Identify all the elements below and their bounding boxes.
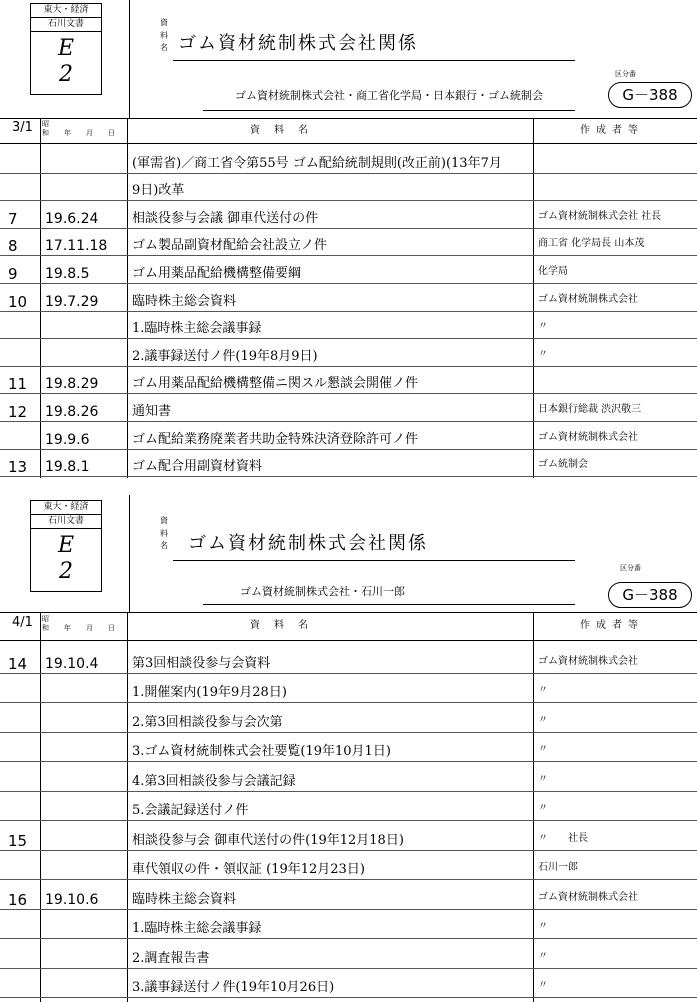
col-date-header: 和 年 月 日 <box>42 129 119 137</box>
archive-stamp <box>30 500 102 592</box>
entry-author: 〃 <box>538 980 548 991</box>
list-item <box>0 761 697 791</box>
entry-material: 車代領収の件・領収証 (19年12月23日) <box>132 862 365 877</box>
entry-author: ゴム資材統制株式会社 <box>538 655 638 667</box>
list-item <box>0 673 697 703</box>
entry-date: 19.8.1 <box>45 459 90 476</box>
entry-number: 8 <box>8 237 18 256</box>
classification-code: G－388 <box>608 582 692 608</box>
entry-material: 臨時株主総会資料 <box>132 293 237 309</box>
classification-code: G－388 <box>608 82 692 108</box>
shiryo-label-2: 料 <box>160 31 168 40</box>
document-subtitle: ゴム資材統制株式会社・石川一郎 <box>240 585 405 598</box>
page-number: 3/1 <box>12 120 33 135</box>
entry-material: 相談役参与会 御車代送付の件(19年12月18日) <box>132 832 404 848</box>
entry-number: 7 <box>8 209 18 228</box>
entry-material: ゴム製品副資材配給会社設立ノ件 <box>132 238 328 254</box>
entry-author: 〃 <box>538 348 548 360</box>
col-date-header: 和 年 月 日 <box>42 624 119 632</box>
list-item <box>0 732 697 762</box>
entry-author: ゴム資材統制株式会社 社長 <box>538 210 662 222</box>
stamp-line-1: 東大・経済 <box>31 4 101 18</box>
entry-number: 9 <box>8 264 18 283</box>
entry-author: 〃 社長 <box>538 832 588 844</box>
shiryo-label-1: 資 <box>160 516 168 525</box>
entry-number: 14 <box>8 654 28 673</box>
entry-date: 19.6.24 <box>45 210 99 227</box>
stamp-mark-top: E <box>57 36 75 61</box>
list-item <box>0 820 697 850</box>
col-sho: 昭 <box>42 615 49 623</box>
list-item <box>0 968 697 998</box>
entry-date: 19.8.5 <box>45 265 90 282</box>
entry-material: 1.臨時株主総会議事録 <box>132 921 262 936</box>
entry-material: 3.議事録送付ノ件(19年10月26日) <box>132 980 335 995</box>
entry-date: 19.8.26 <box>45 403 99 420</box>
list-item <box>0 850 697 880</box>
list-item <box>0 938 697 968</box>
entry-author: ゴム統制会 <box>538 459 588 471</box>
entry-author: 〃 <box>538 950 548 962</box>
entry-material: 2.調査報告書 <box>132 950 210 966</box>
list-item <box>0 393 697 421</box>
list-item <box>0 283 697 311</box>
entry-author: ゴム資材統制株式会社 <box>538 891 638 903</box>
stamp-mark-bottom: 2 <box>59 62 73 87</box>
page-number: 4/1 <box>12 615 33 630</box>
entry-author: 〃 <box>538 744 548 755</box>
entry-material: 2.第3回相談役参与会次第 <box>132 714 283 730</box>
stamp-line-2: 石川文書 <box>31 18 101 32</box>
list-item <box>0 228 697 256</box>
entry-author: 〃 <box>538 714 548 726</box>
col-sho: 昭 <box>42 120 49 128</box>
entry-material: 1.開催案内(19年9月28日) <box>132 685 287 700</box>
document-subtitle: ゴム資材統制株式会社・商工省化学局・日本銀行・ゴム統制会 <box>235 89 543 102</box>
list-item <box>0 791 697 821</box>
entry-number: 11 <box>8 375 28 394</box>
list-item <box>0 200 697 228</box>
entry-material: 2.議事録送付ノ件(19年8月9日) <box>132 348 318 364</box>
entry-material: 相談役参与会議 御車代送付の件 <box>132 210 319 226</box>
document-title: ゴム資材統制株式会社関係 <box>188 533 428 554</box>
entry-material: 1.臨時株主総会議事録 <box>132 321 262 337</box>
entry-author: 〃 <box>538 773 548 785</box>
entry-material: 4.第3回相談役参与会議記録 <box>132 773 296 789</box>
entry-author: 〃 <box>538 921 548 932</box>
col-material-header: 資料名 <box>250 125 322 136</box>
shiryo-label-2: 料 <box>160 529 168 538</box>
entry-material: 5.会議記録送付ノ件 <box>132 803 249 818</box>
entry-author: 〃 <box>538 685 548 696</box>
list-item <box>0 643 697 673</box>
entry-material: ゴム用薬品配給機構整備ニ関スル懇談会開催ノ件 <box>132 376 419 392</box>
list-item <box>0 702 697 732</box>
list-item <box>0 909 697 939</box>
entry-material: 3.ゴム資材統制株式会社要覧(19年10月1日) <box>132 744 391 759</box>
list-item <box>0 255 697 283</box>
entry-number: 13 <box>8 458 28 477</box>
col-material-header: 資料名 <box>250 620 322 631</box>
col-author-header: 作成者等 <box>580 620 644 631</box>
shiryo-label-3: 名 <box>160 541 168 550</box>
entry-number: 16 <box>8 890 28 909</box>
shiryo-label-1: 資 <box>160 18 168 27</box>
entry-material: 第3回相談役参与会資料 <box>132 655 271 671</box>
entry-author: ゴム資材統制株式会社 <box>538 431 638 443</box>
entry-author: 日本銀行総裁 渋沢敬三 <box>538 403 642 415</box>
list-item <box>0 338 697 366</box>
stamp-mark-top: E <box>57 533 75 558</box>
entry-material: 臨時株主総会資料 <box>132 891 237 907</box>
shiryo-label-3: 名 <box>160 43 168 52</box>
entry-author: 〃 <box>538 321 548 333</box>
list-item <box>0 366 697 394</box>
entry-author: 商工省 化学局長 山本茂 <box>538 238 645 250</box>
entry-date: 19.7.29 <box>45 293 99 310</box>
entry-material: 通知書 <box>132 403 172 419</box>
archive-stamp <box>30 3 102 95</box>
entry-author: ゴム資材統制株式会社 <box>538 293 638 305</box>
list-item <box>0 421 697 449</box>
list-item <box>0 173 697 201</box>
entry-date: 19.10.6 <box>45 891 99 908</box>
list-item <box>0 145 697 173</box>
entry-number: 15 <box>8 831 28 850</box>
list-item <box>0 311 697 339</box>
class-label: 区分番 <box>620 564 641 572</box>
entry-material: ゴム配給業務廃業者共助金特殊決済登除許可ノ件 <box>132 431 419 447</box>
entry-material: ゴム配合用副資材資料 <box>132 459 263 475</box>
list-item <box>0 449 697 477</box>
entry-date: 19.9.6 <box>45 431 90 448</box>
entry-number: 12 <box>8 402 28 421</box>
entry-date: 19.10.4 <box>45 655 99 672</box>
entry-author: 化学局 <box>538 265 568 277</box>
entry-date: 17.11.18 <box>45 238 108 255</box>
entry-author: 石川一郎 <box>538 862 578 873</box>
entry-date: 19.8.29 <box>45 376 99 393</box>
stamp-line-1: 東大・経済 <box>31 501 101 515</box>
stamp-line-2: 石川文書 <box>31 515 101 529</box>
col-author-header: 作成者等 <box>580 125 644 136</box>
list-item <box>0 879 697 909</box>
entry-material: 9日)改革 <box>132 183 185 199</box>
document-title: ゴム資材統制株式会社関係 <box>178 33 418 54</box>
entry-material: ゴム用薬品配給機構整備要綱 <box>132 265 302 281</box>
entry-author: 〃 <box>538 803 548 814</box>
entry-number: 10 <box>8 292 28 311</box>
stamp-mark-bottom: 2 <box>59 559 73 584</box>
class-label: 区分番 <box>615 70 636 78</box>
entry-material: (軍需省)／商工省令第55号 ゴム配給統制規則(改正前)(13年7月 <box>132 155 502 171</box>
